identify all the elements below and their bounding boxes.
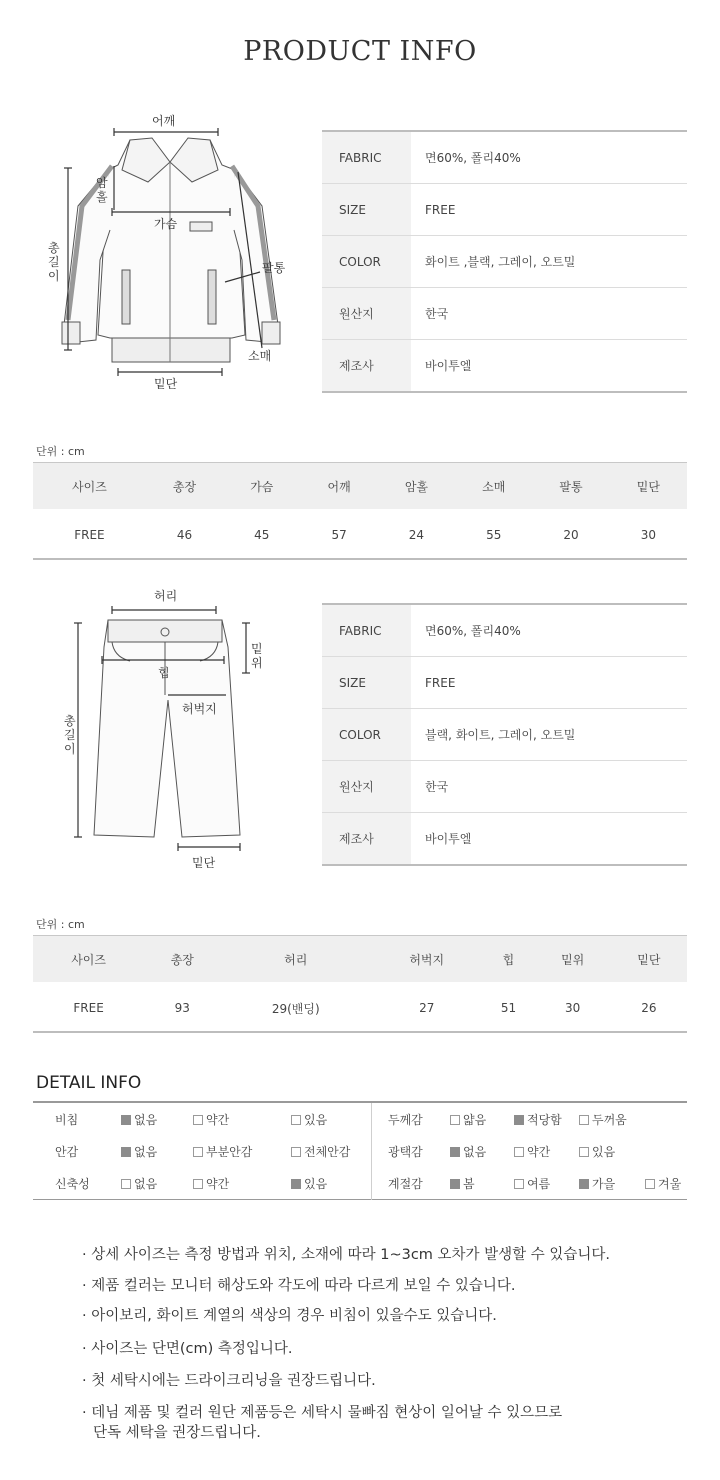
size-header-cell: 사이즈 [33,936,144,983]
detail-option: 없음 [450,1135,514,1167]
detail-option: 있음 [291,1167,372,1200]
spec-value: FREE [411,184,687,236]
size-header-cell: 밑단 [610,463,687,510]
spec-key: COLOR [322,236,411,288]
note-item: · 사이즈는 단면(cm) 측정입니다. [82,1341,293,1357]
spec-key: 원산지 [322,761,411,813]
detail-option: 약간 [193,1102,291,1135]
detail-option: 없음 [121,1135,193,1167]
size-value-cell: 93 [144,982,220,1032]
spec-row [322,288,687,340]
jacket-sleeve-label: 소매 [248,349,272,363]
size-value-cell: FREE [33,509,146,559]
pants-thigh-label: 허벅지 [182,702,217,716]
detail-option: 있음 [291,1102,372,1135]
detail-option: 없음 [121,1167,193,1200]
size-value-cell: FREE [33,982,144,1032]
size-header-cell: 힙 [482,936,534,983]
detail-row [33,1167,687,1200]
spec-row [322,657,687,709]
spec-row [322,761,687,813]
note-item: · 아이보리, 화이트 계열의 색상의 경우 비침이 있을수도 있습니다. [82,1308,497,1324]
detail-table [33,1101,687,1200]
size-value-cell: 27 [371,982,482,1032]
detail-option: 적당함 [514,1102,579,1135]
detail-option: 부분안감 [193,1135,291,1167]
jacket-diagram [30,110,320,400]
checkbox-empty-icon [514,1147,524,1157]
jacket-hem-label: 밑단 [154,377,178,391]
detail-row [33,1135,687,1167]
checkbox-checked-icon [514,1115,524,1125]
jacket-armhole-label-1: 암 [96,176,108,190]
detail-label: 안감 [55,1144,79,1159]
size-value-row [33,982,687,1032]
detail-option: 봄 [450,1167,514,1200]
spec-row [322,184,687,236]
detail-option: 가을 [579,1167,645,1200]
checkbox-empty-icon [514,1179,524,1189]
spec-value: 블랙, 화이트, 그레이, 오트밀 [411,709,687,761]
spec-value: 한국 [411,288,687,340]
detail-option: 약간 [514,1135,579,1167]
pants-length-label-1: 총 [64,714,76,728]
size-value-cell: 57 [300,509,377,559]
detail-row [33,1102,687,1135]
note-item: · 첫 세탁시에는 드라이크리닝을 권장드립니다. [82,1373,376,1389]
jacket-sleeve-width-label: 팔통 [262,261,286,275]
checkbox-checked-icon [121,1147,131,1157]
spec-row [322,709,687,761]
pants-length-label-3: 이 [64,742,76,756]
size-header-row [33,463,687,510]
checkbox-empty-icon [121,1179,131,1189]
detail-label: 광택감 [372,1135,451,1167]
size-header-cell: 총장 [144,936,220,983]
checkbox-empty-icon [193,1179,203,1189]
size-header-cell: 소매 [455,463,532,510]
page-title: PRODUCT INFO [243,36,477,67]
spec-value: FREE [411,657,687,709]
detail-title: DETAIL INFO [36,1073,142,1093]
detail-option: 여름 [514,1167,579,1200]
size-header-cell: 사이즈 [33,463,146,510]
checkbox-empty-icon [193,1115,203,1125]
size-header-cell: 팔통 [532,463,609,510]
checkbox-empty-icon [579,1147,589,1157]
pants-rise-label-2: 위 [251,656,263,670]
pants-rise-label-1: 밑 [251,642,263,656]
detail-label: 신축성 [55,1176,90,1191]
detail-label: 계절감 [372,1167,451,1200]
checkbox-checked-icon [450,1179,460,1189]
checkbox-empty-icon [450,1115,460,1125]
size-header-cell: 어깨 [300,463,377,510]
detail-option: 있음 [579,1135,687,1167]
size-header-cell: 밑단 [611,936,687,983]
size-header-cell: 가슴 [223,463,300,510]
spec-value: 면60%, 폴리40% [411,604,687,657]
detail-label: 두께감 [372,1102,451,1135]
spec-row [322,813,687,866]
size-value-cell: 30 [610,509,687,559]
checkbox-empty-icon [291,1115,301,1125]
size-value-cell: 46 [146,509,223,559]
checkbox-checked-icon [579,1179,589,1189]
care-notes [82,1246,702,1456]
jacket-shoulder-label: 어깨 [152,114,176,128]
detail-option: 전체안감 [291,1135,372,1167]
spec-key: FABRIC [322,131,411,184]
checkbox-checked-icon [291,1179,301,1189]
jacket-length-label-1: 총 [48,241,60,255]
spec-key: SIZE [322,657,411,709]
jacket-chest-label: 가슴 [154,217,178,231]
detail-label: 비침 [55,1112,79,1127]
spec-value: 바이투엘 [411,813,687,866]
size-header-cell: 암홀 [378,463,455,510]
spec-row [322,340,687,393]
size-header-row [33,936,687,983]
size-value-cell: 30 [535,982,611,1032]
checkbox-checked-icon [450,1147,460,1157]
size-value-cell: 26 [611,982,687,1032]
note-item: · 상세 사이즈는 측정 방법과 위치, 소재에 따라 1~3cm 오차가 발생할 수 있습니다. [82,1247,611,1263]
detail-option: 두꺼움 [579,1102,687,1135]
checkbox-empty-icon [291,1147,301,1157]
detail-option: 약간 [193,1167,291,1200]
detail-option: 겨울 [645,1167,687,1200]
pants-waist-label: 허리 [154,589,178,603]
pants-hip-label: 힙 [158,666,170,680]
spec-value: 화이트 ,블랙, 그레이, 오트밀 [411,236,687,288]
spec-value: 바이투엘 [411,340,687,393]
note-item: · 데님 제품 및 컬러 원단 제품등은 세탁시 물빠짐 현상이 일어날 수 있으므로 [82,1405,563,1421]
size-value-cell: 45 [223,509,300,559]
jacket-length-label-3: 이 [48,269,60,283]
spec-key: 제조사 [322,340,411,393]
jacket-armhole-label-2: 홀 [96,190,108,204]
jacket-length-label-2: 길 [48,255,60,269]
top-spec-table [322,130,687,393]
spec-key: COLOR [322,709,411,761]
size-header-cell: 밑위 [535,936,611,983]
size-value-cell: 20 [532,509,609,559]
detail-option: 얇음 [450,1102,514,1135]
pants-length-label-2: 길 [64,728,76,742]
bottom-unit-label: 단위 : cm [36,918,85,931]
checkbox-empty-icon [579,1115,589,1125]
spec-value: 면60%, 폴리40% [411,131,687,184]
top-unit-label: 단위 : cm [36,445,85,458]
bottom-size-table [33,935,687,1033]
checkbox-empty-icon [193,1147,203,1157]
top-size-table [33,462,687,560]
spec-key: 제조사 [322,813,411,866]
spec-row [322,604,687,657]
size-value-cell: 55 [455,509,532,559]
spec-key: FABRIC [322,604,411,657]
spec-key: 원산지 [322,288,411,340]
pants-hem-label: 밑단 [192,856,216,870]
note-item: 단독 세탁을 권장드립니다. [93,1425,261,1441]
spec-value: 한국 [411,761,687,813]
size-header-cell: 총장 [146,463,223,510]
bottom-spec-table [322,603,687,866]
pants-diagram [50,585,280,875]
note-item: · 제품 컬러는 모니터 해상도와 각도에 따라 다르게 보일 수 있습니다. [82,1278,516,1294]
size-value-row [33,509,687,559]
size-value-cell: 29(밴딩) [220,982,371,1032]
spec-row [322,236,687,288]
detail-option: 없음 [121,1102,193,1135]
size-header-cell: 허리 [220,936,371,983]
spec-key: SIZE [322,184,411,236]
checkbox-empty-icon [645,1179,655,1189]
checkbox-checked-icon [121,1115,131,1125]
spec-row [322,131,687,184]
size-value-cell: 51 [482,982,534,1032]
size-value-cell: 24 [378,509,455,559]
size-header-cell: 허벅지 [371,936,482,983]
